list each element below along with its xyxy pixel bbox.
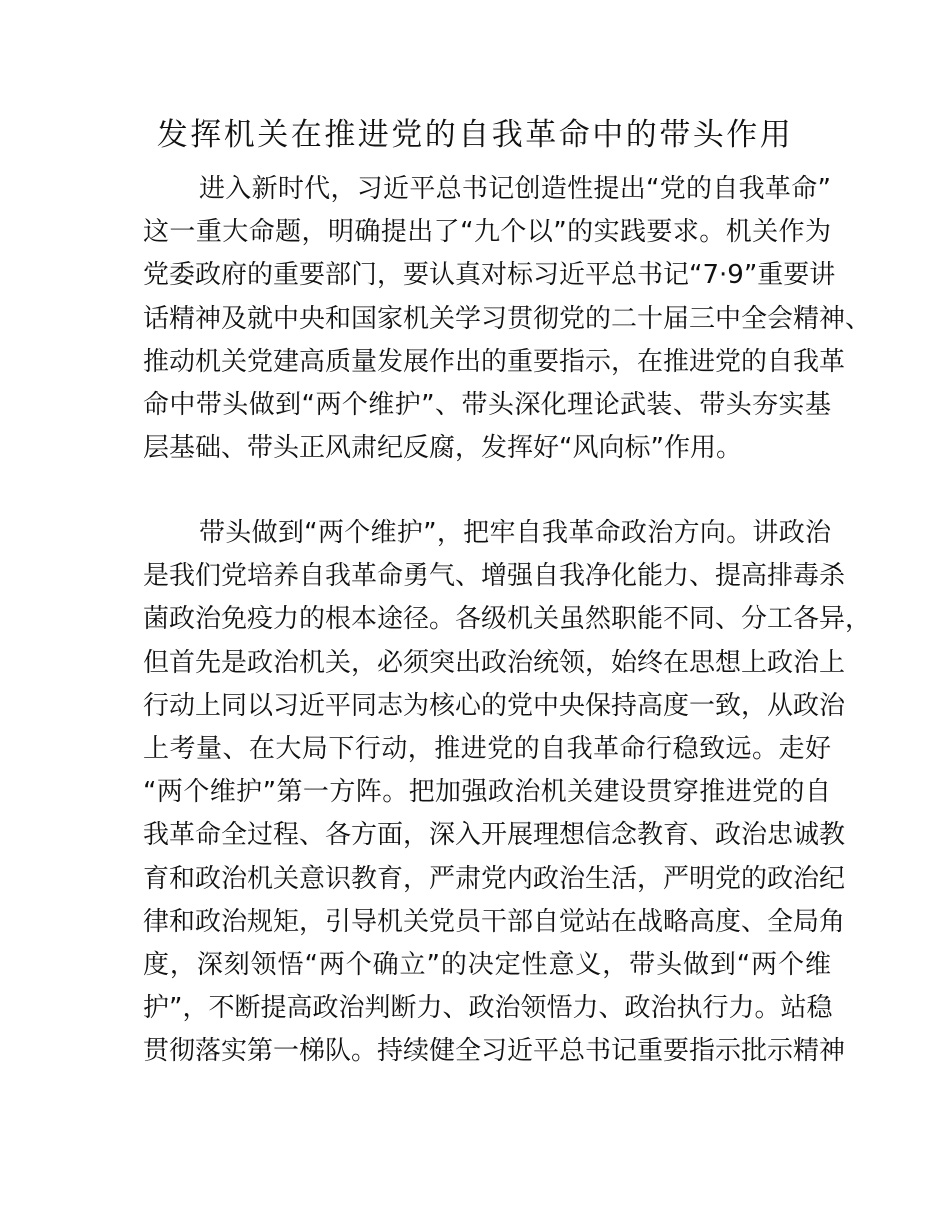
text-line: 贯彻落实第一梯队。持续健全习近平总书记重要指示批示精神 [143, 1036, 846, 1067]
text-line: 我革命全过程、各方面，深入开展理想信念教育、政治忠诚教 [143, 820, 846, 851]
text-line: 菌政治免疫力的根本途径。各级机关虽然职能不同、分工各异， [143, 604, 872, 635]
text-line: 进入新时代，习近平总书记创造性提出“党的自我革命” [199, 174, 831, 204]
text-line: 党委政府的重要部门，要认真对标习近平总书记“7·9”重要讲 [143, 260, 836, 291]
text-line: 育和政治机关意识教育，严肃党内政治生活，严明党的政治纪 [143, 863, 846, 894]
text-line: 上考量、在大局下行动，推进党的自我革命行稳致远。走好 [143, 733, 831, 764]
text-line: 护”，不断提高政治判断力、政治领悟力、政治执行力。站稳 [143, 993, 833, 1024]
text-line: 但首先是政治机关，必须突出政治统领，始终在思想上政治上 [143, 647, 846, 678]
text-line: 命中带头做到“两个维护”、带头深化理论武装、带头夯实基 [143, 389, 831, 420]
text-line: 度，深刻领悟“两个确立”的决定性意义，带头做到“两个维 [143, 949, 831, 980]
text-line: 推动机关党建高质量发展作出的重要指示，在推进党的自我革 [143, 346, 846, 377]
text-line: 话精神及就中央和国家机关学习贯彻党的二十届三中全会精神、 [143, 303, 872, 334]
text-line: 行动上同以习近平同志为核心的党中央保持高度一致，从政治 [143, 690, 846, 721]
text-line: 这一重大命题，明确提出了“九个以”的实践要求。机关作为 [143, 217, 831, 248]
text-line: 层基础、带头正风肃纪反腐，发挥好“风向标”作用。 [143, 433, 742, 464]
text-line: “两个维护”第一方阵。把加强政治机关建设贯穿推进党的自 [143, 777, 831, 808]
document-title: 发挥机关在推进党的自我革命中的带头作用 [156, 117, 794, 153]
text-line: 带头做到“两个维护”，把牢自我革命政治方向。讲政治 [199, 518, 831, 548]
paragraph-two-maintenances [143, 512, 872, 1073]
text-line: 律和政治规矩，引导机关党员干部自觉站在战略高度、全局角 [143, 906, 846, 937]
text-line: 是我们党培养自我革命勇气、增强自我净化能力、提高排毒杀 [143, 561, 846, 592]
paragraph-intro [143, 168, 872, 470]
